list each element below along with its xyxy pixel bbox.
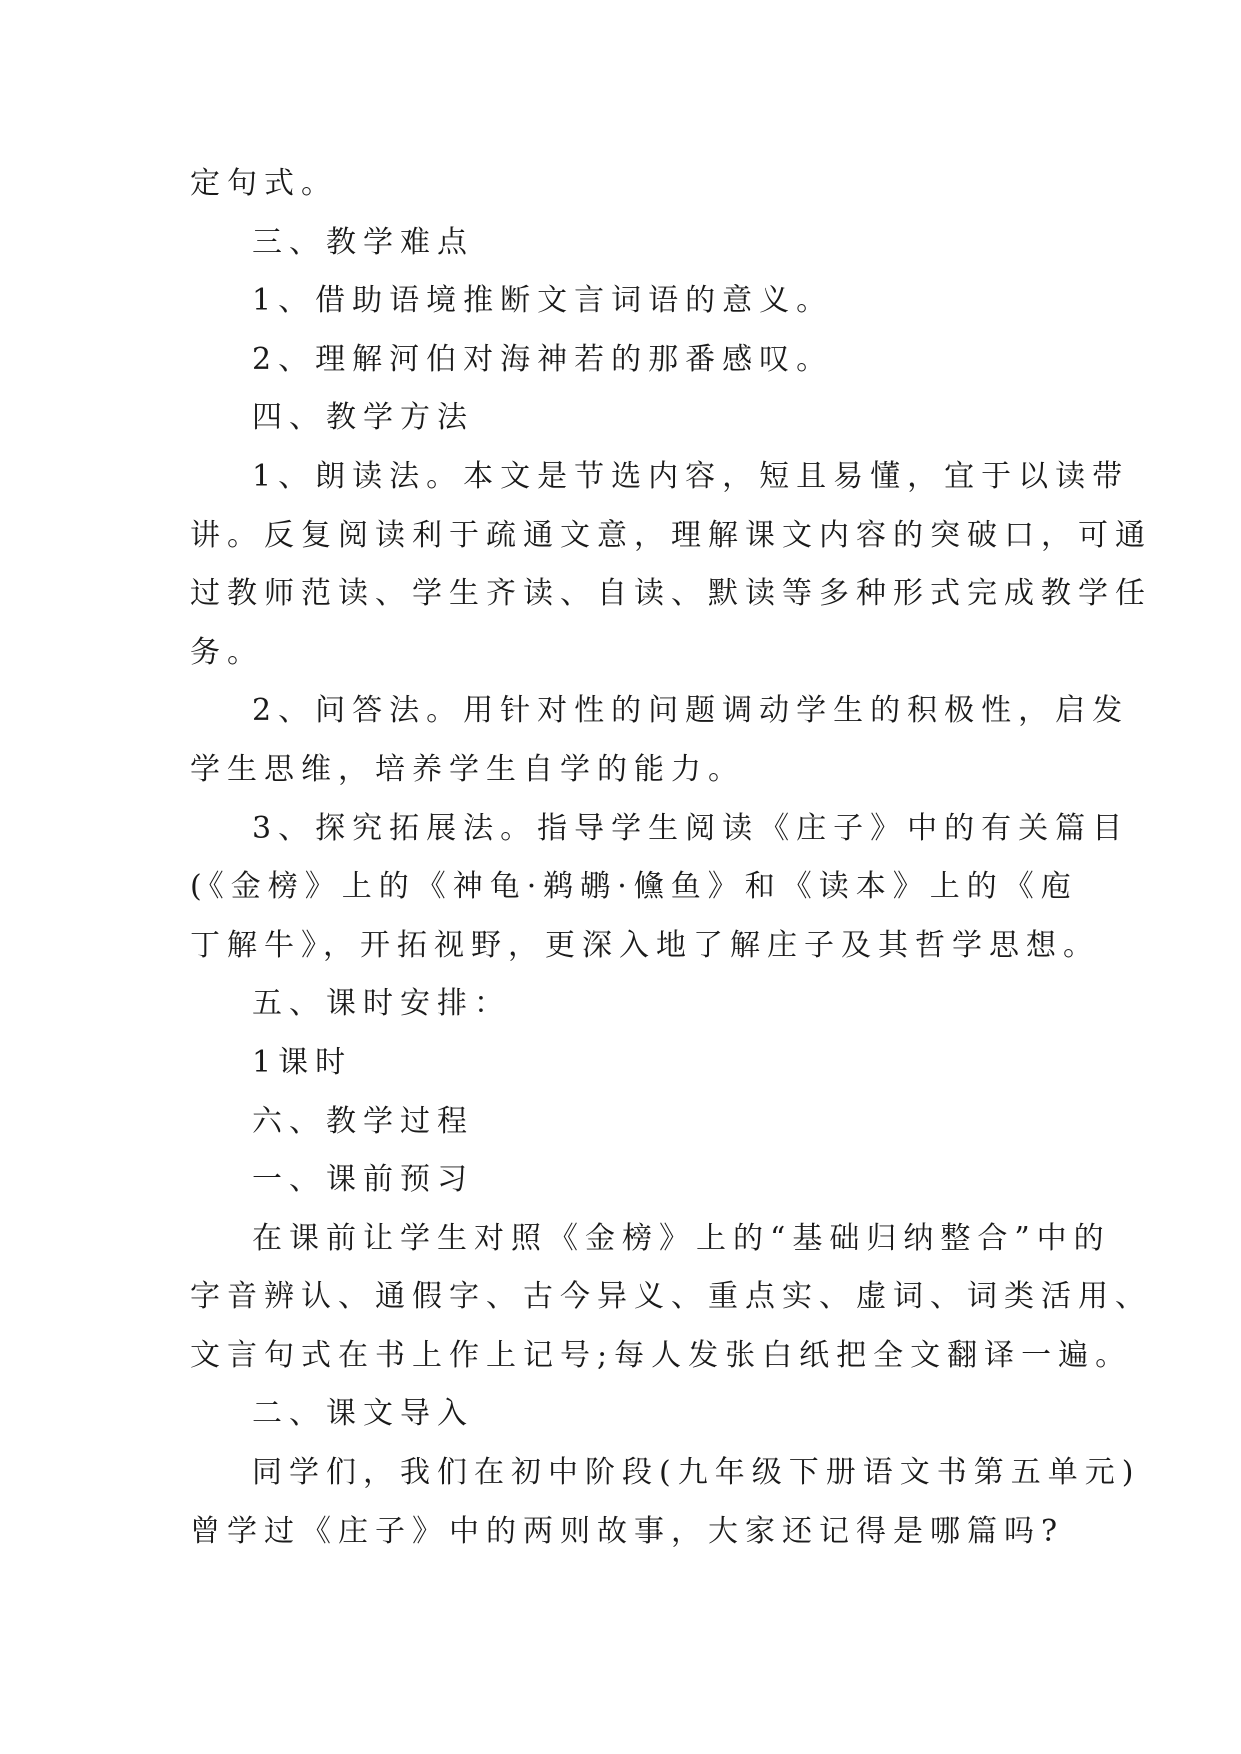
- section-heading-preview: 一、课前预习: [252, 1162, 474, 1198]
- document-body: [190, 155, 1152, 1561]
- text-line: 1课时: [252, 1044, 353, 1080]
- text-line: 讲。反复阅读利于疏通文意，理解课文内容的突破口，可通: [190, 517, 1152, 553]
- text-line: 过教师范读、学生齐读、自读、默读等多种形式完成教学任: [190, 576, 1152, 612]
- text-line: 曾学过《庄子》中的两则故事，大家还记得是哪篇吗?: [190, 1513, 1065, 1549]
- text-line: 同学们，我们在初中阶段(九年级下册语文书第五单元): [252, 1455, 1141, 1491]
- text-line: 1、朗读法。本文是节选内容，短且易懂，宜于以读带: [252, 458, 1130, 494]
- section-heading-teaching-process: 六、教学过程: [252, 1103, 474, 1139]
- section-heading-schedule: 五、课时安排：: [252, 986, 511, 1022]
- text-line: 务。: [190, 634, 264, 670]
- text-line: 定句式。: [190, 166, 338, 201]
- text-line: 在课前让学生对照《金榜》上的“基础归纳整合”中的: [252, 1220, 1111, 1256]
- text-line: 字音辨认、通假字、古今异义、重点实、虚词、词类活用、: [190, 1279, 1152, 1315]
- section-heading-teaching-methods: 四、教学方法: [252, 400, 474, 436]
- section-heading-introduction: 二、课文导入: [252, 1396, 474, 1432]
- text-line: 3、探究拓展法。指导学生阅读《庄子》中的有关篇目: [252, 810, 1130, 846]
- text-line: 1、借助语境推断文言词语的意义。: [252, 283, 834, 319]
- text-line: 2、问答法。用针对性的问题调动学生的积极性，启发: [252, 693, 1130, 729]
- text-line: 学生思维，培养学生自学的能力。: [190, 751, 745, 787]
- text-line: 丁解牛》，开拓视野，更深入地了解庄子及其哲学思想。: [190, 927, 1100, 963]
- text-line: 2、理解河伯对海神若的那番感叹。: [252, 341, 834, 377]
- text-line: (《金榜》上的《神龟·鹈鹕·儵鱼》和《读本》上的《庖: [190, 869, 1078, 905]
- section-heading-teaching-difficulties: 三、教学难点: [252, 224, 474, 260]
- text-line: 文言句式在书上作上记号;每人发张白纸把全文翻译一遍。: [190, 1337, 1133, 1373]
